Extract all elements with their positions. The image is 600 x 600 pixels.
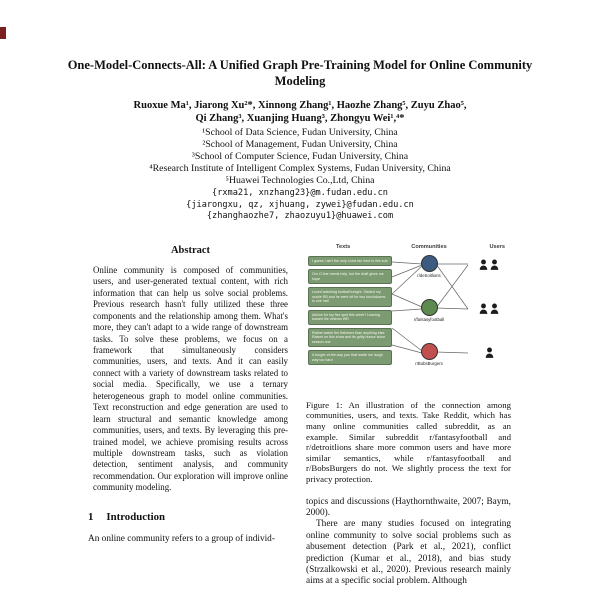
introduction-heading (88, 511, 293, 523)
authors-line-2: Qi Zhang³, Xuanjing Huang³, Zhongyu Wei¹,⁴* (195, 113, 405, 124)
community-label: r/fantasyfootball (413, 316, 445, 322)
email-list (0, 188, 600, 223)
paper-title: One-Model-Connects-All: A Unified Graph Pre-Training Model for Online Community Modeling (67, 58, 533, 88)
figure-text-nodes (308, 256, 392, 369)
email-line-1: {rxma21, xnzhang23}@m.fudan.edu.cn (212, 188, 388, 198)
community-avatar (421, 255, 438, 272)
affiliation-1: ¹School of Data Science, Fudan University, China (202, 127, 398, 138)
introduction-first-line: An online community refers to a group of individ- (88, 533, 275, 544)
abstract-text: Online community is composed of communities, users, and user-generated textual content, with rich information that can help us solve social problems. Previous research hasn't fully utilized these three components and the relationship among them. What's more, they can't adapt to a wide range of downstream tasks. To solve these problems, we focus on a framework that simultaneously considers communities, users, and texts. And it can easily connect with a variety of downstream tasks related to social media. Specifically, we use a ternary heterogeneous graph to model online communities. Text reconstruction and edge generation are used to learn structural and semantic knowledge among communities, users, and texts. By leveraging this pre-trained model, we achieve promising results across multiple downstream tasks, such as violation detection, sentiment analysis, and community recommendation. Our exploration will improve online community modeling. (93, 264, 288, 493)
email-line-2: {jiarongxu, qz, xjhuang, zywei}@fudan.edu.cn (186, 199, 414, 210)
user-icon (490, 303, 499, 314)
text-node: Advice for my flex spot this week? Leaning toward the veteran WR (308, 310, 392, 325)
community-label: r/detroitlions (417, 272, 441, 278)
authors-line-1: Ruoxue Ma¹, Jiarong Xu²*, Xinnong Zhang¹, Haozhe Zhang⁵, Zuyu Zhao⁵, (133, 100, 467, 111)
body-paragraph: There are many studies focused on integrating online community to solve social problems such as abusement detection (Park et al., 2021), conflict prediction (Kumar et al., 2018), and bias study (Strzalkowski et al., 2020). Previous research mainly aims at a specific social problem. Although (306, 519, 511, 587)
figure-column-header-communities: Communities (411, 243, 447, 250)
user-group (467, 347, 511, 358)
text-node: I guess I ain't the only Lions fan here in this sub (308, 256, 392, 267)
two-column-body (88, 243, 512, 588)
user-icon (479, 303, 488, 314)
section-title: Introduction (106, 510, 166, 523)
author-list (0, 99, 600, 125)
user-icon (485, 347, 494, 358)
user-icon (479, 259, 488, 270)
affiliation-3: ³School of Computer Science, Fudan University, China (191, 151, 409, 162)
figure-column-header-users: Users (489, 243, 505, 250)
email-line-3: {zhanghaozhe7, zhaozuyu1}@huawei.com (206, 211, 394, 222)
text-node: Rather watch the Belchers than anything else. Raised on this show and its gritty humor since season one (308, 328, 392, 348)
community-avatar (421, 343, 438, 360)
affiliation-list (0, 127, 600, 187)
user-icon (490, 259, 499, 270)
community-avatar (421, 299, 438, 316)
affiliation-4: ⁴Research Institute of Intelligent Complex Systems, Fudan University, China (149, 163, 451, 174)
abstract-heading: Abstract (170, 244, 211, 256)
paper-header (0, 0, 600, 223)
right-column (306, 243, 511, 588)
user-group (467, 303, 511, 314)
community-node (402, 343, 456, 366)
left-column (88, 243, 293, 588)
figure-1-caption: Figure 1: An illustration of the connection among communities, users, and texts. Take Reddit, which has many online communities called subreddit, as an example. Similar subreddit r/fantasyfootball and r/detroitlions share more common users and have more similar semantics, while r/fantasyfootball and r/BobsBurgers do not. We slightly process the text for privacy protection. (306, 399, 511, 484)
page-edge-mark (0, 27, 6, 39)
figure-column-header-texts: Texts (336, 243, 351, 250)
text-node: Our O-line needs help, but the draft gives me hope (308, 269, 392, 284)
section-number: 1 (88, 510, 94, 523)
user-group (467, 259, 511, 270)
community-label: r/BobsBurgers (415, 360, 443, 366)
text-node: A burger-of-the-day pun that made me laugh way too hard (308, 350, 392, 365)
text-node: Loved watching football tonight. Started my rookie RB and he went off for two touchdowns in one half (308, 287, 392, 307)
affiliation-5: ⁵Huawei Technologies Co.,Ltd, China (225, 175, 375, 186)
affiliation-2: ²School of Management, Fudan University, China (202, 139, 398, 150)
community-node (402, 255, 456, 278)
figure-1-diagram (306, 243, 511, 391)
body-paragraph: topics and discussions (Haythornthwaite, 2007; Baym, 2000). (306, 496, 511, 518)
community-node (402, 299, 456, 322)
